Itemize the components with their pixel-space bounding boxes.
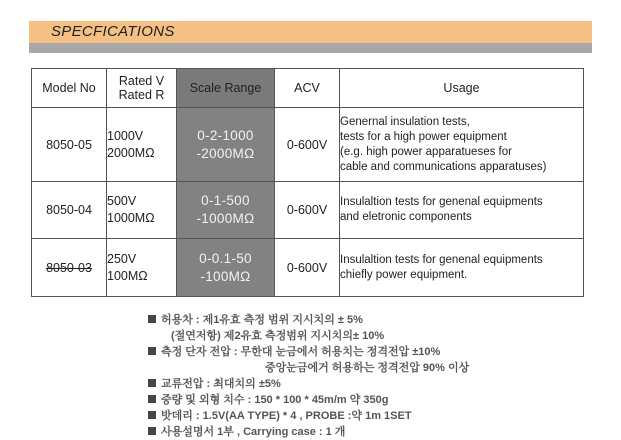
note-line <box>148 376 469 392</box>
header-acv: ACV <box>275 69 340 108</box>
rated-v: 1000V <box>107 128 144 143</box>
header-divider <box>29 43 592 53</box>
header-rated-r: Rated R <box>118 88 165 102</box>
usage-line: Genernal insulation tests, <box>340 115 470 128</box>
model-cell: 8050-05 <box>32 108 107 182</box>
rated-cell <box>107 182 177 239</box>
spec-notes <box>148 312 469 440</box>
note-text: 사용설명서 1부 , Carrying case : 1 개 <box>161 426 346 438</box>
scale-line-2: -1000MΩ <box>196 211 255 226</box>
note-text: 밧데리 : 1.5V(AA TYPE) * 4 , PROBE :약 1m 1SET <box>161 410 412 422</box>
rated-cell <box>107 239 177 297</box>
usage-cell <box>340 239 584 297</box>
scale-line-1: 0-2-1000 <box>197 127 254 143</box>
acv-cell: 0-600V <box>275 182 340 239</box>
square-bullet-icon <box>148 315 156 323</box>
scale-line-1: 0-1-500 <box>201 193 250 208</box>
usage-cell <box>340 182 584 239</box>
square-bullet-icon <box>148 411 156 419</box>
usage-line: cable and communications apparatuses) <box>340 160 547 173</box>
note-line <box>148 328 469 344</box>
rated-cell <box>107 108 177 182</box>
rated-v: 500V <box>107 194 137 208</box>
spec-table <box>31 68 584 297</box>
section-title: SPECFICATIONS <box>51 23 175 40</box>
note-text: 허용차 : 제1유효 측정 범위 지시치의 ± 5% <box>161 314 363 326</box>
rated-r: 1000MΩ <box>107 211 155 225</box>
header-rated-v: Rated V <box>118 74 165 88</box>
square-bullet-icon <box>148 379 156 387</box>
rated-v: 250V <box>107 251 137 266</box>
table-header-row <box>32 69 584 108</box>
header-rated <box>107 69 177 108</box>
usage-line: tests for a high power equipment <box>340 130 507 143</box>
table-row <box>32 108 584 182</box>
model-cell <box>32 239 107 297</box>
scale-line-1: 0-0.1-50 <box>199 250 252 266</box>
note-line <box>148 312 469 328</box>
note-line <box>148 424 469 440</box>
note-line <box>148 392 469 408</box>
scale-line-2: -2000MΩ <box>196 145 255 161</box>
section-header-bar <box>29 21 592 43</box>
model-cell: 8050-04 <box>32 182 107 239</box>
model-discontinued: 8050-03 <box>46 260 92 275</box>
scale-cell <box>177 108 275 182</box>
usage-line: Insulaltion tests for genenal equipments <box>340 196 543 208</box>
scale-cell <box>177 182 275 239</box>
square-bullet-icon <box>148 395 156 403</box>
table-row <box>32 182 584 239</box>
note-line <box>148 344 469 360</box>
scale-line-2: -100MΩ <box>200 268 251 284</box>
note-text: 교류전압 : 최대치의 ±5% <box>161 378 281 390</box>
note-line <box>148 408 469 424</box>
rated-r: 100MΩ <box>107 268 148 283</box>
note-text: (절연저항) 제2유효 측정범위 지시치의± 10% <box>171 330 385 342</box>
acv-cell: 0-600V <box>275 239 340 297</box>
square-bullet-icon <box>148 347 156 355</box>
rated-r: 2000MΩ <box>107 145 155 160</box>
usage-line: and eletronic components <box>340 211 472 223</box>
usage-line: chiefly power equipment. <box>340 268 468 281</box>
acv-cell: 0-600V <box>275 108 340 182</box>
note-text: 중량 및 외형 치수 : 150 * 100 * 45m/m 약 350g <box>161 394 389 406</box>
note-line <box>148 360 469 376</box>
header-usage: Usage <box>340 69 584 108</box>
usage-line: (e.g. high power apparatueses for <box>340 145 512 158</box>
note-text: 측정 단자 전압 : 무한대 눈금에서 허용치는 정격전압 ±10% <box>161 346 441 358</box>
usage-cell <box>340 108 584 182</box>
scale-cell <box>177 239 275 297</box>
usage-line: Insulaltion tests for genenal equipments <box>340 253 543 266</box>
square-bullet-icon <box>148 427 156 435</box>
note-text: 중앙눈금에거 허용하는 정격전압 90% 이상 <box>265 362 470 374</box>
header-scale-range: Scale Range <box>177 69 275 108</box>
header-model: Model No <box>32 69 107 108</box>
table-row <box>32 239 584 297</box>
